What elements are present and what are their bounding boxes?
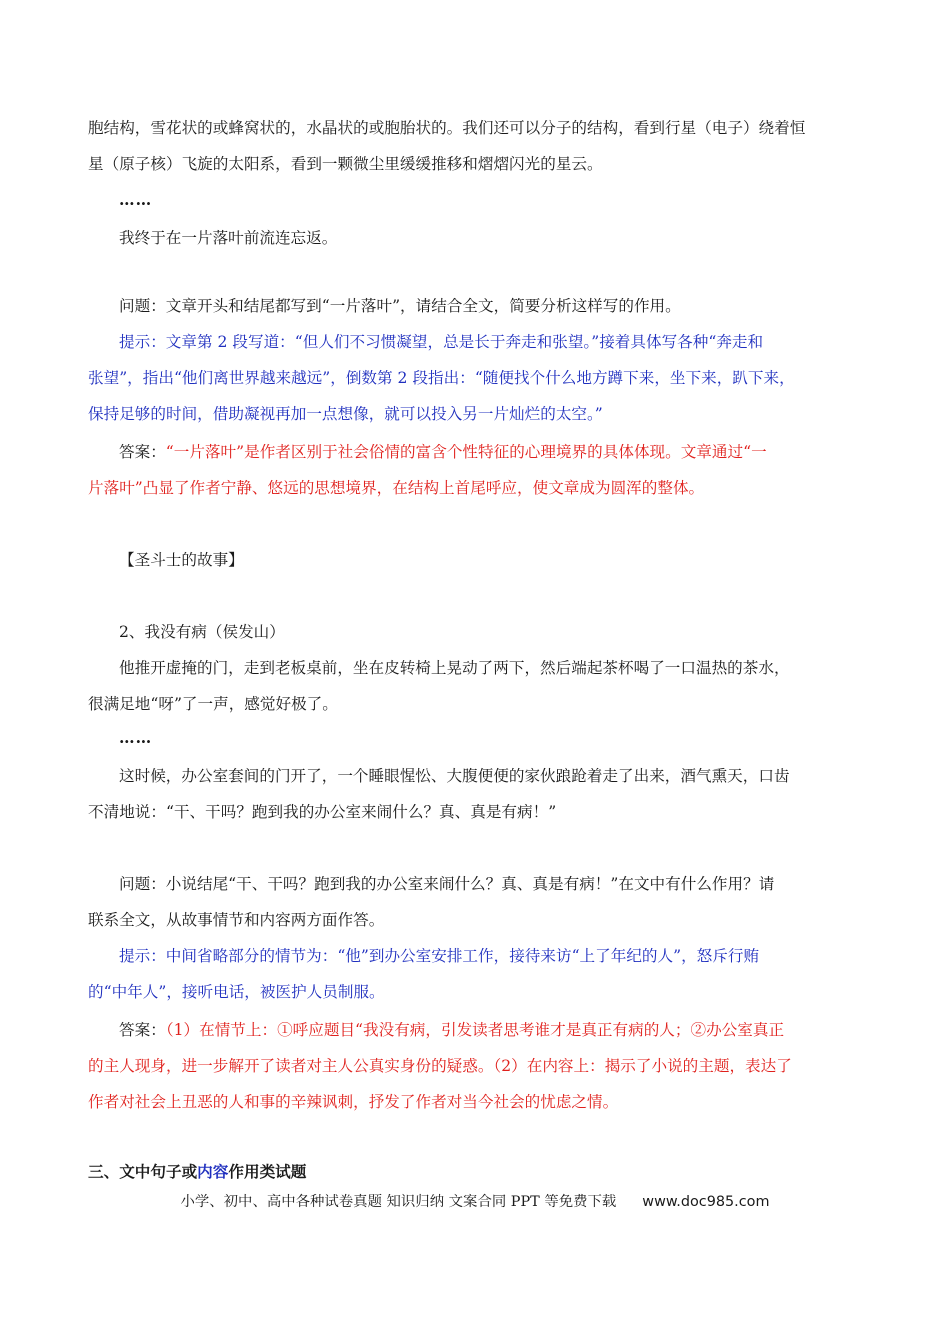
paragraph-line: 我终于在一片落叶前流连忘返。	[119, 229, 338, 247]
page-footer	[0, 1190, 950, 1214]
heading-prefix: 三、文中句子或	[88, 1163, 198, 1181]
ellipsis: ……	[119, 190, 153, 209]
question-2: 联系全文，从故事情节和内容两方面作答。	[88, 911, 385, 929]
footer-url[interactable]: www.doc985.com	[642, 1194, 770, 1210]
footer-text: 小学、初中、高中各种试卷真题 知识归纳 文案合同 PPT 等免费下载	[180, 1194, 617, 1210]
section-heading	[88, 1154, 878, 1190]
story-line: 很满足地“呀”了一声，感觉好极了。	[88, 695, 338, 713]
answer-label: 答案：	[119, 443, 166, 461]
story-line: 他推开虚掩的门，走到老板桌前，坐在皮转椅上晃动了两下，然后端起茶杯喝了一口温热的茶水，	[119, 659, 790, 677]
heading-highlight: 内容	[197, 1163, 229, 1181]
hint-1-line: 张望”，指出“他们离世界越来越远”，倒数第 2 段指出：“随便找个什么地方蹲下来，坐下来，趴下来，	[88, 369, 795, 387]
story-line: 不清地说：“干、干吗？跑到我的办公室来闹什么？真、真是有病！”	[88, 803, 557, 821]
answer-text: （1）在情节上：①呼应题目“我没有病，引发读者思考谁才是真正有病的人；②办公室真正	[165, 1021, 785, 1039]
answer-1-line	[88, 434, 909, 470]
question-1: 问题：文章开头和结尾都写到“一片落叶”，请结合全文，简要分析这样写的作用。	[119, 297, 681, 315]
answer-label: 答案：	[119, 1021, 166, 1039]
section-label: 【圣斗士的故事】	[119, 551, 244, 569]
hint-2-line: 的“中年人”，接听电话，被医护人员制服。	[88, 983, 385, 1001]
hint-1-line: 保持足够的时间，借助凝视再加一点想像，就可以投入另一片灿烂的太空。”	[88, 405, 603, 423]
answer-2-line: 作者对社会上丑恶的人和事的辛辣讽刺，抒发了作者对当今社会的忧虑之情。	[88, 1093, 619, 1111]
story-title: 2、我没有病（侯发山）	[119, 623, 285, 641]
answer-text: “一片落叶”是作者区别于社会俗情的富含个性特征的心理境界的具体体现。文章通过“一	[165, 443, 767, 461]
story-line: 这时候，办公室套间的门开了，一个睡眼惺忪、大腹便便的家伙踉跄着走了出来，酒气熏天，口齿	[119, 767, 790, 785]
paragraph-line: 星（原子核）飞旋的太阳系，看到一颗微尘里缓缓推移和熠熠闪光的星云。	[88, 155, 603, 173]
hint-1-line: 提示：文章第 2 段写道：“但人们不习惯凝望，总是长于奔走和张望。”接着具体写各种“奔走和	[119, 333, 764, 351]
answer-1-line: 片落叶”凸显了作者宁静、悠远的思想境界，在结构上首尾呼应，使文章成为圆浑的整体。	[88, 479, 705, 497]
answer-2-line	[88, 1012, 909, 1048]
heading-suffix: 作用类试题	[228, 1163, 307, 1181]
paragraph-line: 胞结构，雪花状的或蜂窝状的，水晶状的或胞胎状的。我们还可以分子的结构，看到行星（电子）绕着恒	[88, 119, 806, 137]
ellipsis: ……	[119, 728, 153, 747]
question-2: 问题：小说结尾“干、干吗？跑到我的办公室来闹什么？真、真是有病！”在文中有什么作用？请	[119, 875, 775, 893]
answer-2-line: 的主人现身，进一步解开了读者对主人公真实身份的疑惑。（2）在内容上：揭示了小说的主题，表达了	[88, 1057, 792, 1075]
hint-2-line: 提示：中间省略部分的情节为：“他”到办公室安排工作，接待来访“上了年纪的人”，怒斥行贿	[119, 947, 760, 965]
